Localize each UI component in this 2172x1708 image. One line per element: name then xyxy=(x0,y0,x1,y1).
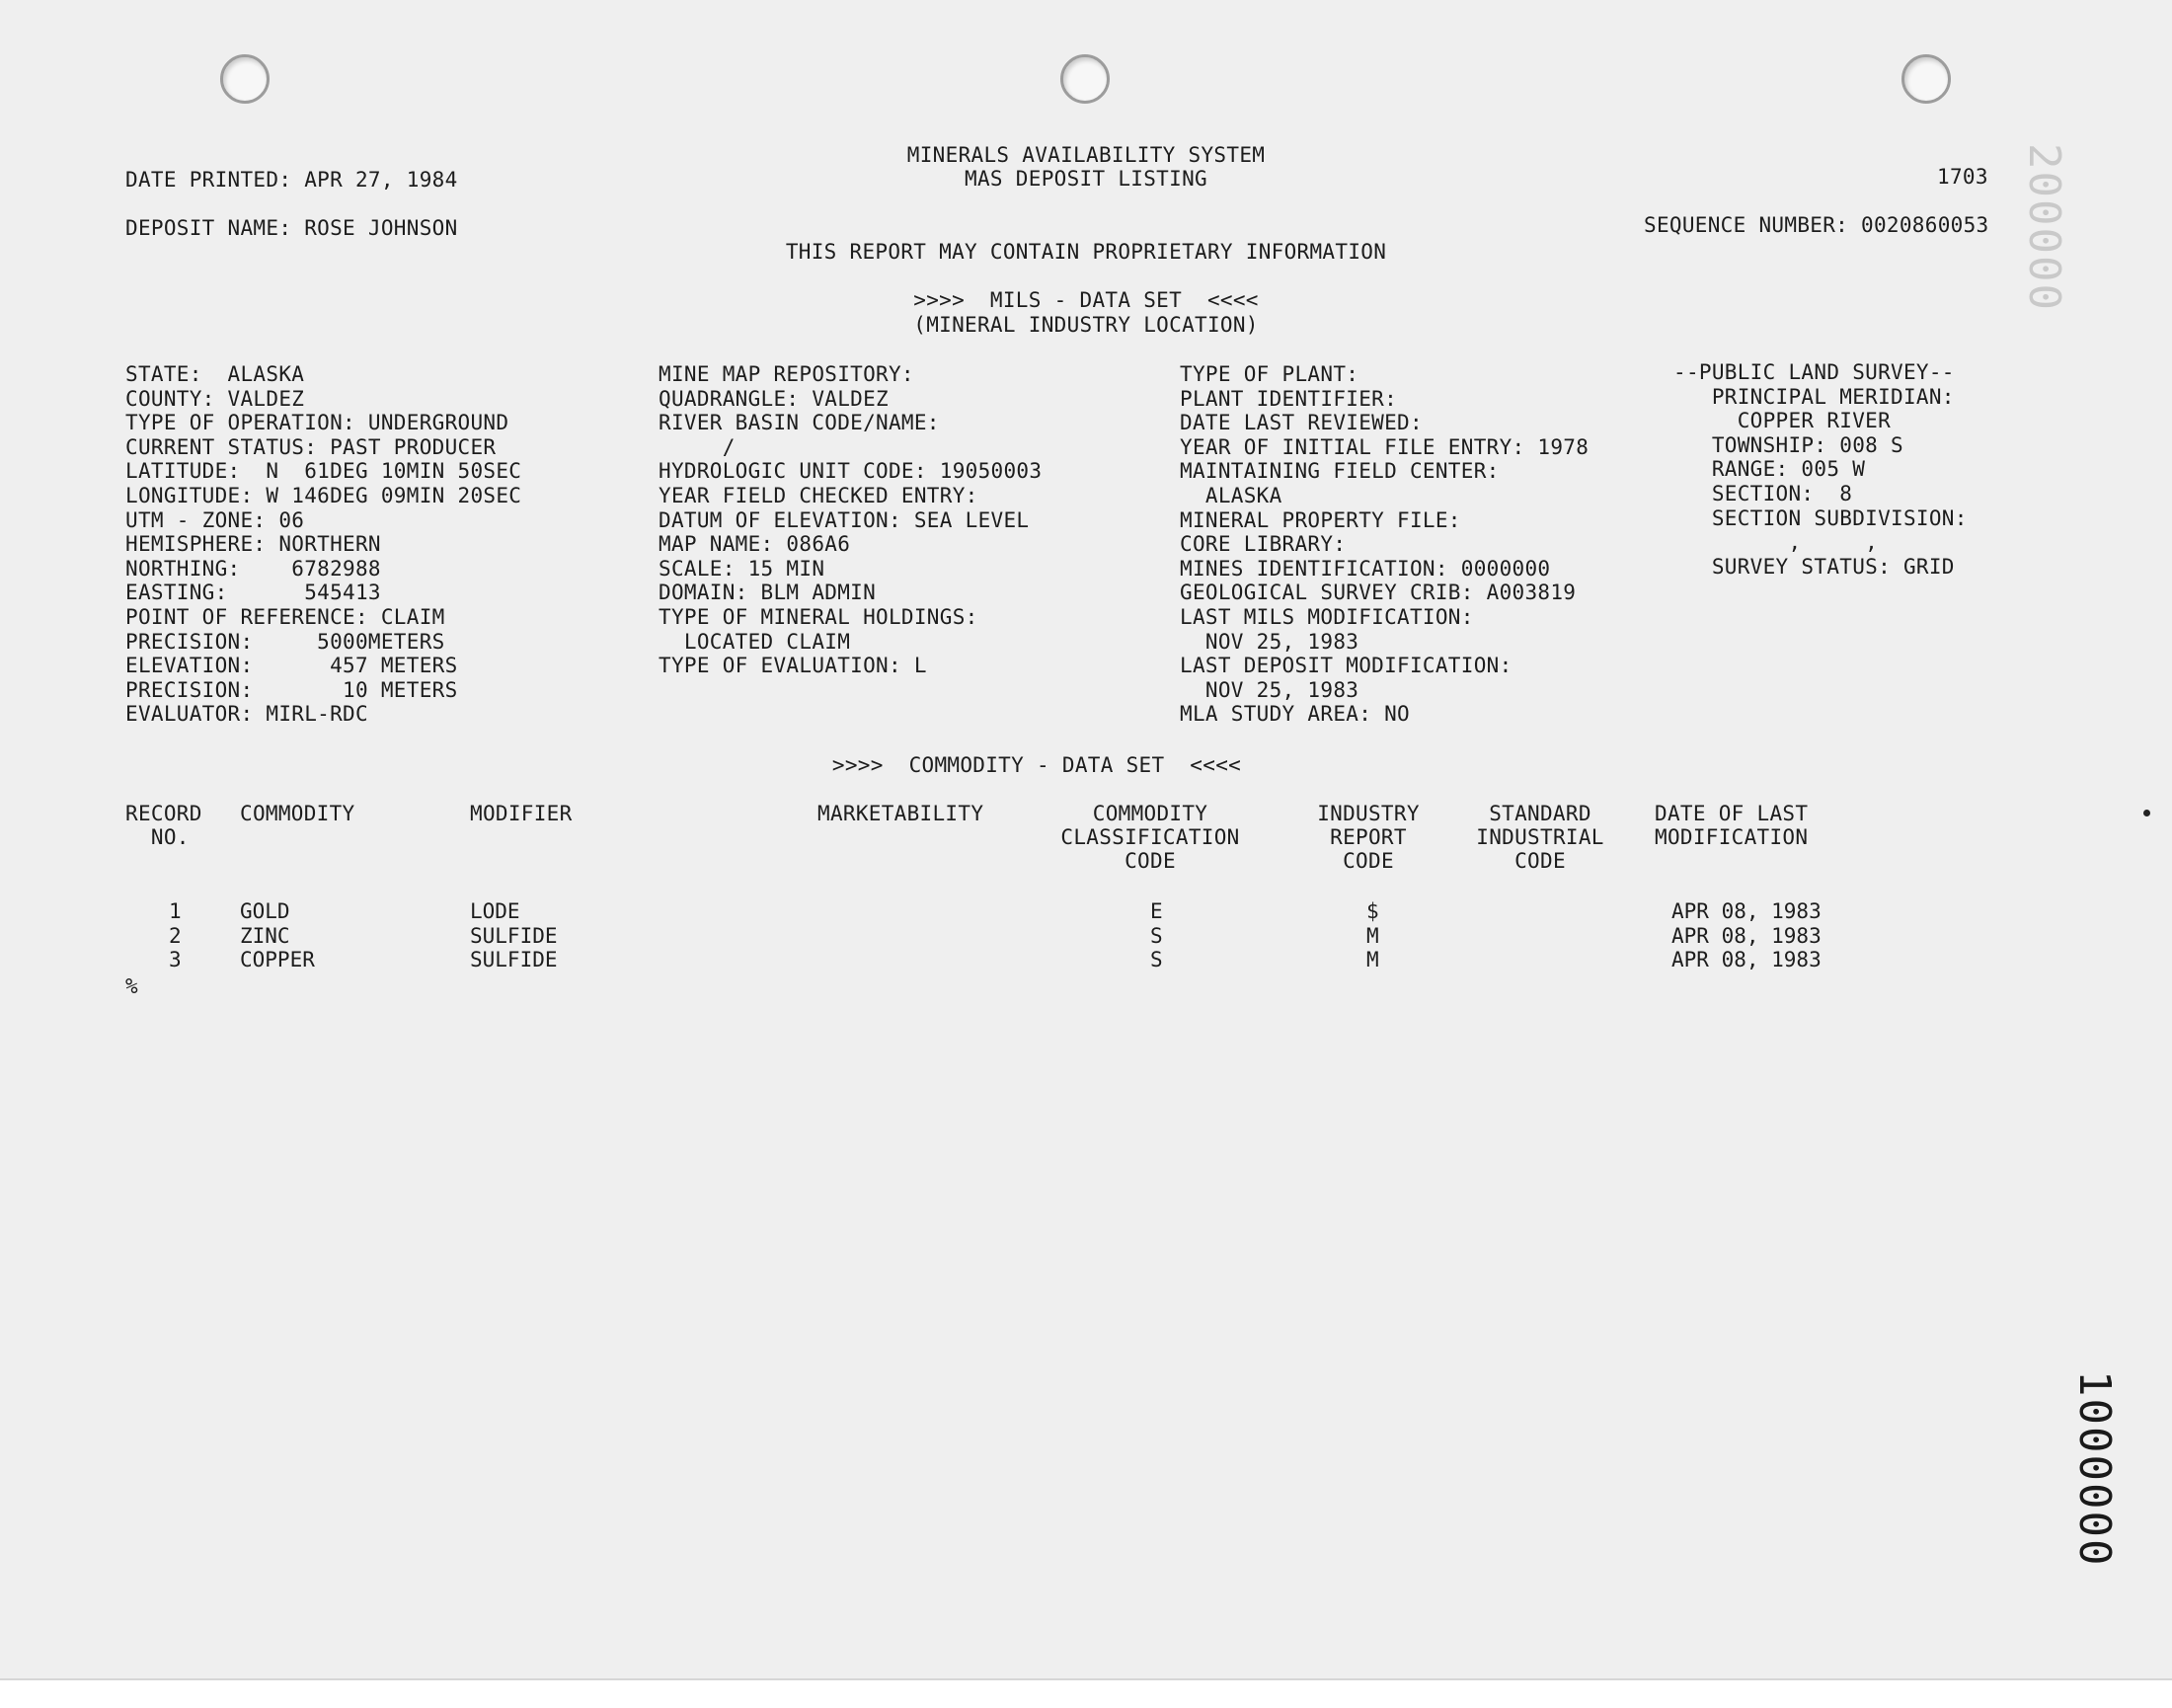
field-line: CORE LIBRARY: xyxy=(1180,532,1347,557)
field-line: PRECISION: 5000METERS xyxy=(125,629,445,654)
table-row xyxy=(0,924,2172,949)
commodity-name: COPPER xyxy=(240,948,315,972)
industry-report-code: M xyxy=(1366,923,1379,948)
page-number: 1703 xyxy=(1937,165,1988,189)
field-line: LAST MILS MODIFICATION: xyxy=(1180,604,1474,629)
field-line: POINT OF REFERENCE: CLAIM xyxy=(125,604,445,629)
field-line: PLANT IDENTIFIER: xyxy=(1180,386,1398,411)
header-date-last-modification: DATE OF LAST MODIFICATION xyxy=(1655,802,1809,849)
field-line: / xyxy=(659,434,736,459)
field-line: DATE LAST REVIEWED: xyxy=(1180,411,1423,435)
field-line: EASTING: 545413 xyxy=(125,581,381,605)
field-line: TYPE OF MINERAL HOLDINGS: xyxy=(659,604,978,629)
header-marketability: MARKETABILITY xyxy=(817,802,984,825)
field-line: MAP NAME: 086A6 xyxy=(659,532,851,557)
faint-stamp-number: 200000 xyxy=(2019,143,2069,312)
field-line: SURVEY STATUS: GRID xyxy=(1673,554,1955,579)
table-row xyxy=(0,899,2172,924)
field-line: MAINTAINING FIELD CENTER: xyxy=(1180,459,1500,484)
field-line: UTM - ZONE: 06 xyxy=(125,507,305,532)
field-line: SECTION SUBDIVISION: xyxy=(1673,505,1968,530)
mils-column-plant xyxy=(1180,362,1589,727)
system-title: MINERALS AVAILABILITY SYSTEM xyxy=(906,143,1266,167)
commodity-name: GOLD xyxy=(240,899,290,923)
header-classification-code: COMMODITY CLASSIFICATION CODE xyxy=(1060,802,1240,873)
record-number: 2 xyxy=(169,923,182,948)
field-line: LONGITUDE: W 146DEG 09MIN 20SEC xyxy=(125,483,522,507)
field-line: CURRENT STATUS: PAST PRODUCER xyxy=(125,434,497,459)
field-line: LOCATED CLAIM xyxy=(659,629,851,654)
field-line: COUNTY: VALDEZ xyxy=(125,386,305,411)
industry-report-code: $ xyxy=(1366,899,1379,923)
field-line: NOV 25, 1983 xyxy=(1180,677,1359,702)
mils-column-mapping xyxy=(659,362,1042,678)
commodity-table-body xyxy=(0,899,2172,972)
classification-code: S xyxy=(1150,948,1163,972)
field-line: TYPE OF OPERATION: UNDERGROUND xyxy=(125,411,509,435)
field-line: COPPER RIVER xyxy=(1673,409,1892,433)
deposit-name: DEPOSIT NAME: ROSE JOHNSON xyxy=(125,216,458,240)
commodity-modifier: LODE xyxy=(470,899,520,923)
field-line: QUADRANGLE: VALDEZ xyxy=(659,386,889,411)
mils-subtitle: (MINERAL INDUSTRY LOCATION) xyxy=(913,313,1259,337)
field-line: HYDROLOGIC UNIT CODE: 19050003 xyxy=(659,459,1043,484)
stamp-number: 1000000 xyxy=(2069,1370,2120,1568)
field-line: SECTION: 8 xyxy=(1673,481,1853,505)
table-row xyxy=(0,948,2172,972)
field-line: MINERAL PROPERTY FILE: xyxy=(1180,507,1461,532)
field-line: NOV 25, 1983 xyxy=(1180,629,1359,654)
field-line: DOMAIN: BLM ADMIN xyxy=(659,581,877,605)
header-standard-industrial-code: STANDARD INDUSTRIAL CODE xyxy=(1476,802,1604,873)
field-line: LATITUDE: N 61DEG 10MIN 50SEC xyxy=(125,459,522,484)
punch-hole-left xyxy=(220,54,270,104)
field-line: ELEVATION: 457 METERS xyxy=(125,654,458,678)
commodity-title: >>>> COMMODITY - DATA SET <<<< xyxy=(831,753,1242,777)
modification-date: APR 08, 1983 xyxy=(1671,923,1822,948)
industry-report-code: M xyxy=(1366,948,1379,972)
field-line: PRINCIPAL MERIDIAN: xyxy=(1673,384,1955,409)
date-printed: DATE PRINTED: APR 27, 1984 xyxy=(125,168,458,192)
record-number: 3 xyxy=(169,948,182,972)
field-line: GEOLOGICAL SURVEY CRIB: A003819 xyxy=(1180,581,1577,605)
field-line: TYPE OF EVALUATION: L xyxy=(659,654,927,678)
field-line: TYPE OF PLANT: xyxy=(1180,362,1359,386)
field-line: YEAR FIELD CHECKED ENTRY: xyxy=(659,483,978,507)
header-record-no: RECORD NO. xyxy=(125,802,202,849)
record-number: 1 xyxy=(169,899,182,923)
classification-code: S xyxy=(1150,923,1163,948)
field-line: YEAR OF INITIAL FILE ENTRY: 1978 xyxy=(1180,434,1590,459)
field-line: HEMISPHERE: NORTHERN xyxy=(125,532,381,557)
commodity-modifier: SULFIDE xyxy=(470,923,558,948)
field-line: NORTHING: 6782988 xyxy=(125,556,381,581)
commodity-modifier: SULFIDE xyxy=(470,948,558,972)
modification-date: APR 08, 1983 xyxy=(1671,948,1822,972)
mils-title: >>>> MILS - DATA SET <<<< xyxy=(913,288,1259,312)
field-line: LAST DEPOSIT MODIFICATION: xyxy=(1180,654,1513,678)
header-industry-report-code: INDUSTRY REPORT CODE xyxy=(1317,802,1420,873)
scanner-edge xyxy=(0,1678,2172,1708)
field-line: RANGE: 005 W xyxy=(1673,457,1866,482)
field-line: STATE: ALASKA xyxy=(125,362,305,386)
field-line: --PUBLIC LAND SURVEY-- xyxy=(1673,360,1955,384)
header-modifier: MODIFIER xyxy=(470,802,573,825)
field-line: SCALE: 15 MIN xyxy=(659,556,825,581)
punch-hole-center xyxy=(1060,54,1110,104)
field-line: MLA STUDY AREA: NO xyxy=(1180,702,1410,727)
scan-speck xyxy=(2143,810,2150,816)
field-line: DATUM OF ELEVATION: SEA LEVEL xyxy=(659,507,1030,532)
punch-hole-right xyxy=(1901,54,1951,104)
proprietary-notice: THIS REPORT MAY CONTAIN PROPRIETARY INFORMATION xyxy=(785,240,1387,264)
commodity-name: ZINC xyxy=(240,923,290,948)
field-line: TOWNSHIP: 008 S xyxy=(1673,432,1903,457)
mils-column-location xyxy=(125,362,521,727)
field-line: RIVER BASIN CODE/NAME: xyxy=(659,411,940,435)
header-commodity: COMMODITY xyxy=(240,802,355,825)
end-marker: % xyxy=(125,974,138,998)
field-line: ALASKA xyxy=(1180,483,1282,507)
field-line: MINE MAP REPOSITORY: xyxy=(659,362,914,386)
field-line: , , xyxy=(1673,530,1879,555)
public-land-survey xyxy=(1673,360,1968,579)
sequence-number: SEQUENCE NUMBER: 0020860053 xyxy=(1644,213,1989,237)
field-line: EVALUATOR: MIRL-RDC xyxy=(125,702,368,727)
field-line: PRECISION: 10 METERS xyxy=(125,677,458,702)
listing-title: MAS DEPOSIT LISTING xyxy=(965,167,1207,191)
classification-code: E xyxy=(1150,899,1163,923)
field-line: MINES IDENTIFICATION: 0000000 xyxy=(1180,556,1551,581)
modification-date: APR 08, 1983 xyxy=(1671,899,1822,923)
